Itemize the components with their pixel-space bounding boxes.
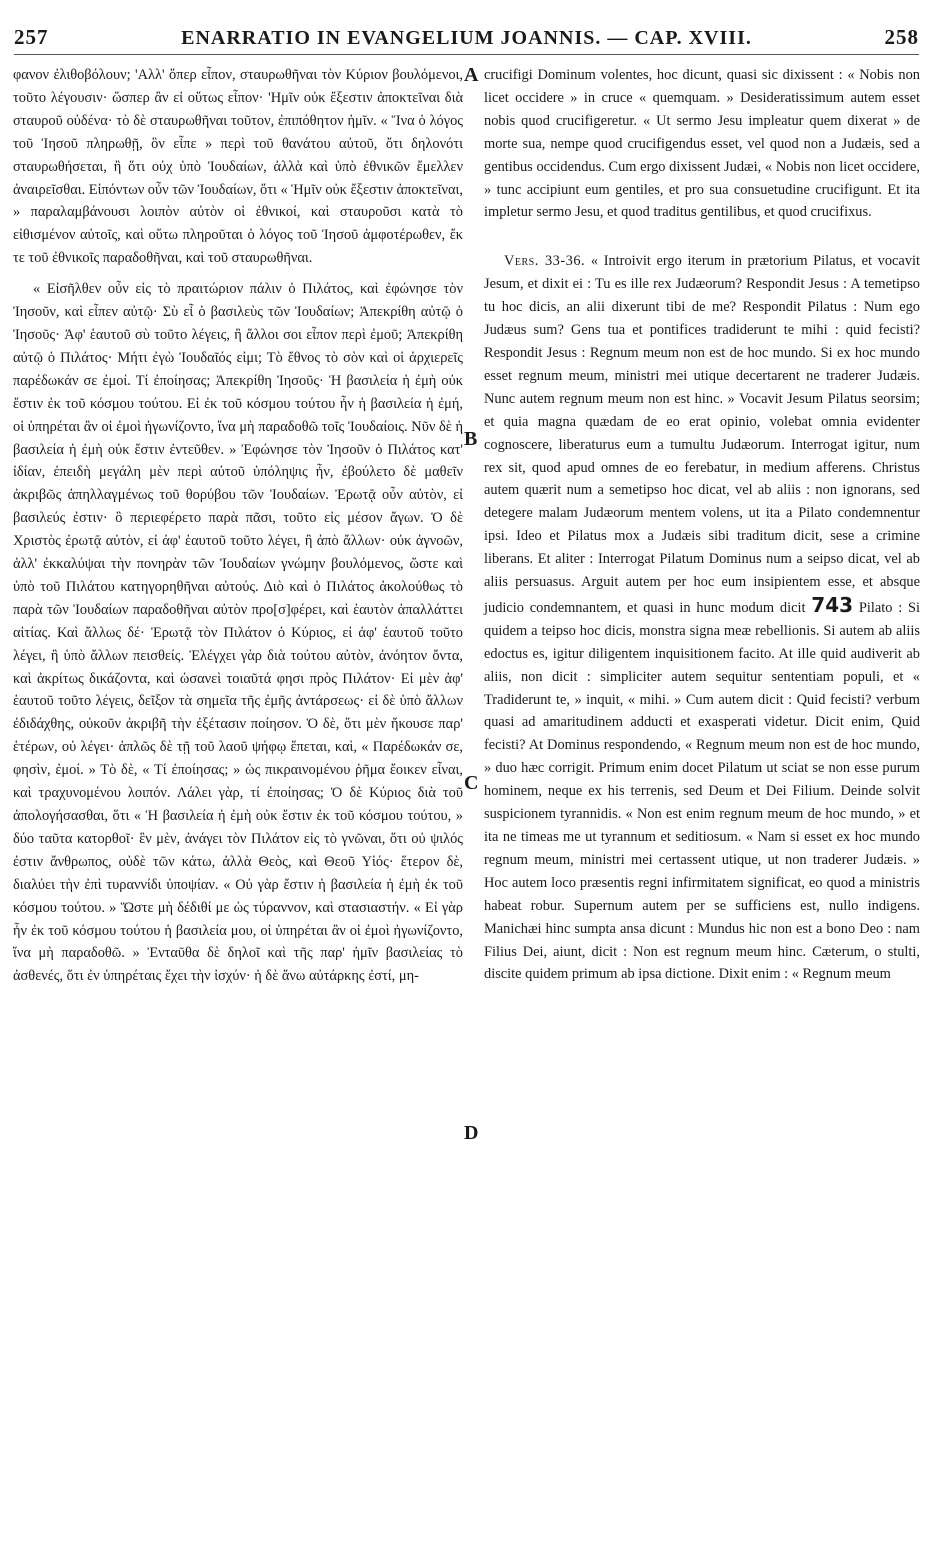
running-title: ENARRATIO IN EVANGELIUM JOANNIS. — CAP. XVIII. [181, 27, 752, 49]
margin-mark-a: A [464, 64, 479, 86]
margin-mark-b: B [464, 428, 478, 450]
latin-paragraph-2-text-b: Pilato : Si quidem a teipso hoc dicis, monstra signa meæ rebellionis. Si autem ab aliis edoctus es, igitur diligentem inquisitionem facito. At ille quid audiverit ab aliis, non dicit : simpliciter autem sequitur sententiam populi, et « Tradiderunt te, » inquit, « mihi. » Cum autem dicit : Quid fecisti? verbum quasi ad amaritudinem adducti et exasperati videtur. Dicit enim, Quid fecisti? At Dominus respondendo, « Regnum meum non est de hoc mundo, » duo hæc corrigit. Primum enim docet Pilatum ut sciat se non esse purum hominem, neque ex his terrenis, sed Deum et Dei Filium. Deinde solvit suspicionem tyrannidis. « Non est enim regnum meum de hoc mundo, » et ita ne timeas me ut tyrannum et seditiosum. « Nam si esset ex hoc mundo regnum meum, ministri mei certassent utique, ut non traderer Judæis. » Hoc autem loco præsentis regni infirmitatem significat, eo quod a ministris habeat robur. Supernum autem per se sufficiens est, nullo indigens. Manichæi hinc sumpta ansa dicunt : Mundus hic non est a bono Deo : nam Filius Dei, aiunt, dicit : Non est regnum meum hinc. Cæterum, o stulti, discite quidem primum ab ipsa dictione. Dixit enim : « Regnum meum [484, 599, 920, 983]
margin-mark-c: C [464, 772, 479, 794]
latin-paragraph-2-text-a: « Introivit ergo iterum in prætorium Pilatus, et vocavit Jesum, et dixit ei : Tu es ille rex Judæorum? Respondit Jesus : A temetipso tu hoc dicis, an alii dixerunt tibi de me? Respondit Pilatus : Num ego Judæus sum? Gens tua et pontifices tradiderunt te mihi : quid fecisti? Respondit Jesus : Regnum meum non est de hoc mundo. Si ex hoc mundo esset regnum meum, ministri mei utique decertarent ne traderer Judæis. Nunc autem regnum meum non est hinc. » Vocavit Jesum Pilatus seorsim; et quia magna quædam de eo erat opinio, volebat omnia evidenter cognoscere, liberaturus eum a tumultu Judæorum. Interrogat igitur, num rex sit, quod apud omnes de eo ferebatur, in medium afferens. Christus autem quærit num a semetipso hoc dicat, vel ab aliis : non ignorans, sed detegere malam Judæorum mentem volens, ut ita a Pilato condemnentur ipsi. Ideo et Pilatus mox a Judæis sibi traditum dicit, sese a crimine liberans. Et aliter : Interrogat Pilatum Dominus num a seipso dicat, vel ab aliis persuasus. Arguit autem per hoc eum insipientem esse, et absque judicio condemnantem, et quasi in hunc modum dicit [484, 253, 921, 616]
latin-paragraph-2 [484, 250, 920, 986]
running-header [14, 20, 919, 55]
page-number-right: 258 [884, 25, 919, 49]
verse-reference: Vers. 33-36. [504, 253, 586, 270]
margin-mark-d: D [464, 1122, 479, 1144]
page-number-left: 257 [14, 25, 49, 49]
latin-column [484, 64, 920, 986]
greek-column [13, 64, 463, 988]
latin-paragraph-1: crucifigi Dominum volentes, hoc dicunt, quasi sic dixissent : « Nobis non licet occidere » in cruce « quemquam. » Desideratissimum autem esset nobis quod crucifigeretur. « Ut sermo Jesu impleatur quem dixerat » de morte sua, nempe quod crucifigendus esset, vel quod non a Judæis, sed a gentibus occidendus. Cum ergo dixissent Judæi, « Nobis non licet occidere, » tunc accipiunt eum gentiles, et pro sua consuetudine crucifigunt. Et ita impletur sermo Jesu, et quod traditus gentilibus, et quod crucifixus. [484, 67, 920, 221]
greek-paragraph-2: « Εἰσῆλθεν οὖν εἰς τὸ πραιτώριον πάλιν ὁ Πιλάτος, καὶ ἐφώνησε τὸν Ἰησοῦν, καὶ εἶπεν αὐτῷ· Σὺ εἶ ὁ βασιλεὺς τῶν Ἰουδαίων; Ἀπεκρίθη αὐτῷ ὁ Ἰησοῦς· Ἀφ' ἑαυτοῦ σὺ τοῦτο λέγεις, ἢ ἄλλοι σοι εἶπον περὶ ἐμοῦ; Ἀπεκρίθη αὐτῷ ὁ Πιλάτος· Μήτι ἐγὼ Ἰουδαῖός εἰμι; Τὸ ἔθνος τὸ σὸν καὶ οἱ ἀρχιερεῖς παρέδωκάν σε ἐμοί. Τί ἐποίησας; Ἀπεκρίθη Ἰησοῦς· Ἡ βασιλεία ἡ ἐμὴ οὐκ ἔστιν ἐκ τοῦ κόσμου τούτου. Εἰ ἐκ τοῦ κόσμου τούτου ἦν ἡ βασιλεία ἡ ἐμή, οἱ ὑπηρέται ἂν οἱ ἐμοὶ ἠγωνίζοντο, ἵνα μὴ παραδοθῶ τοῖς Ἰουδαίοις. Νῦν δὲ ἡ βασιλεία ἡ ἐμὴ οὐκ ἔστιν ἐντεῦθεν. » Ἐφώνησε τὸν Ἰησοῦν ὁ Πιλάτος κατ' ἰδίαν, ἐπειδὴ μεγάλη μὲν περὶ αὐτοῦ ὑπόληψις ἦν, ἐβούλετο δὲ μαθεῖν ἀκριβῶς ἀπηλλαγμένως τοῦ θορύβου τῶν Ἰουδαίων. Ἐρωτᾷ οὖν αὐτὸν, εἰ βασιλεύς ἐστιν· ὃ περιεφέρετο παρὰ πᾶσι, τοῦτο εἰς μέσον ἄγων. Ὁ δὲ Χριστὸς ἐρωτᾷ αὐτὸν, εἰ ἀφ' ἑαυτοῦ τοῦτο λέγει, ἢ ἀπὸ ἄλλων· οὐκ ἀγνοῶν, ἀλλ' ἐκκαλύψαι τὴν πονηρὰν τῶν Ἰουδαίων γνώμην βουλόμενος, ὥστε καὶ ὑπὸ τοῦ Πιλάτου κατηγορηθῆναι αὐτούς. Διὸ καὶ ὁ Πιλάτος ἀκολούθως τὸ παρὰ τῶν Ἰουδαίων παραδοθῆναι αὐτὸν προ[σ]φέρει, καὶ ἑαυτὸν ἀπαλλάττει αἰτίας. Καὶ ἄλλως δέ· Ἐρωτᾷ τὸν Πιλάτον ὁ Κύριος, εἰ ἀφ' ἑαυτοῦ τοῦτο λέγει, ἢ ὑπὸ ἄλλων πεισθείς. Ἐλέγχει γὰρ διὰ τούτου αὐτὸν, ἀνόητον ὄντα, καὶ ἀκρίτως δικάζοντα, καὶ ὡσανεὶ τοιαῦτά φησι πρὸς Πιλάτον· Εἰ μὲν ἀφ' ἑαυτοῦ τοῦτο λέγεις, δεῖξον τὰ σημεῖα τῆς ἐμῆς ἀντάρσεως· εἰ δὲ ὑπὸ ἄλλων ἐδιδάχθης, οὐκοῦν ἀκριβῆ τὴν ἐξέτασιν ποίησον. Ὁ δὲ, ὅτι μὲν ἤκουσε παρ' ἑτέρων, οὐ λέγει· ἁπλῶς δὲ τῇ τοῦ λαοῦ ψήφῳ ἕπεται, καὶ, « Παρέδωκάν σε, φησὶν, ἐμοί. » Τὸ δὲ, « Τί ἐποίησας; » ὡς πικραινομένου ῥῆμα ἔοικεν εἶναι, καὶ τραχυνομένου λοιπόν. Λάλει γὰρ, τί ἐποίησας; Ὁ δὲ Κύριος διὰ τοῦ ἀπολογήσασθαι, ὅτι « Ἡ βασιλεία ἡ ἐμὴ οὐκ ἔστιν ἐκ τοῦ κόσμου τούτου, » δύο ταῦτα κατορθοῖ· ἓν μὲν, ἀνάγει τὸν Πιλάτον εἰς τὸ γνῶναι, ὅτι οὐ ψιλός ἐστιν ἄνθρωπος, οὐδὲ τῶν κάτω, ἀλλὰ Θεὸς, καὶ Θεοῦ Υἱός· ἕτερον δὲ, διαλύει τὴν ἐπὶ τυραννίδι ὑποψίαν. « Οὐ γὰρ ἔστιν ἡ βασιλεία ἡ ἐμὴ ἐκ τοῦ κόσμου τούτου. » Ὥστε μὴ δέδιθί με ὡς τύραννον, καὶ στασιαστήν. « Εἰ γὰρ ἦν ἐκ τοῦ κόσμου τούτου ἡ βασιλεία μου, οἱ ὑπηρέται ἂν οἱ ἐμοὶ ἠγωνίζοντο, ἵνα μὴ παραδοθῶ. » Ἐνταῦθα δὲ δηλοῖ καὶ τῆς παρ' ἡμῖν βασιλείας τὸ ἀσθενές, ὅτι ἐν ὑπηρέταις ἔχει τὴν ἰσχύν· ἡ δὲ ἄνω αὐτάρκης ἐστί, μη- [13, 281, 463, 985]
column-number: 743 [811, 592, 854, 617]
greek-paragraph-1: φανον ἐλιθοβόλουν; 'Αλλ' ὅπερ εἶπον, σταυρωθῆναι τὸν Κύριον βουλόμενοι, τοῦτο λέγουσιν· ὥσπερ ἂν εἰ οὕτως εἶπον· 'Ημῖν οὐκ ἔξεστιν ἀποκτεῖναι διὰ σταυροῦ οὐδένα· τὸ δὲ σταυρωθῆναι τοῦτον, ἐπιπόθητον ἡμῖν. « Ἵνα ὁ λόγος τοῦ Ἰησοῦ πληρωθῇ, ὃν εἶπε » περὶ τοῦ θανάτου αὐτοῦ, ὅτι δηλονότι σταυρωθήσεται, ἢ ὅτι οὐχ ὑπὸ Ἰουδαίων, ἀλλὰ καὶ ὑπὸ ἐθνικῶν ἔμελλεν ἀναιρεῖσθαι. Εἰπόντων οὖν τῶν Ἰουδαίων, ὅτι « Ἡμῖν οὐκ ἔξεστιν ἀποκτεῖναι, » παραλαμβάνουσι λοιπὸν αὐτὸν οἱ ἐθνικοί, καὶ σταυροῦσι κατὰ τὸ εἰθισμένον αὐτοῖς, καὶ οὕτω πληροῦται ὁ λόγος τοῦ Ἰησοῦ ἀμφοτέρωθεν, ἔκ τε τοῦ ἐθνικοῖς παραδοθῆναι, καὶ τοῦ σταυρωθῆναι. [13, 67, 463, 267]
